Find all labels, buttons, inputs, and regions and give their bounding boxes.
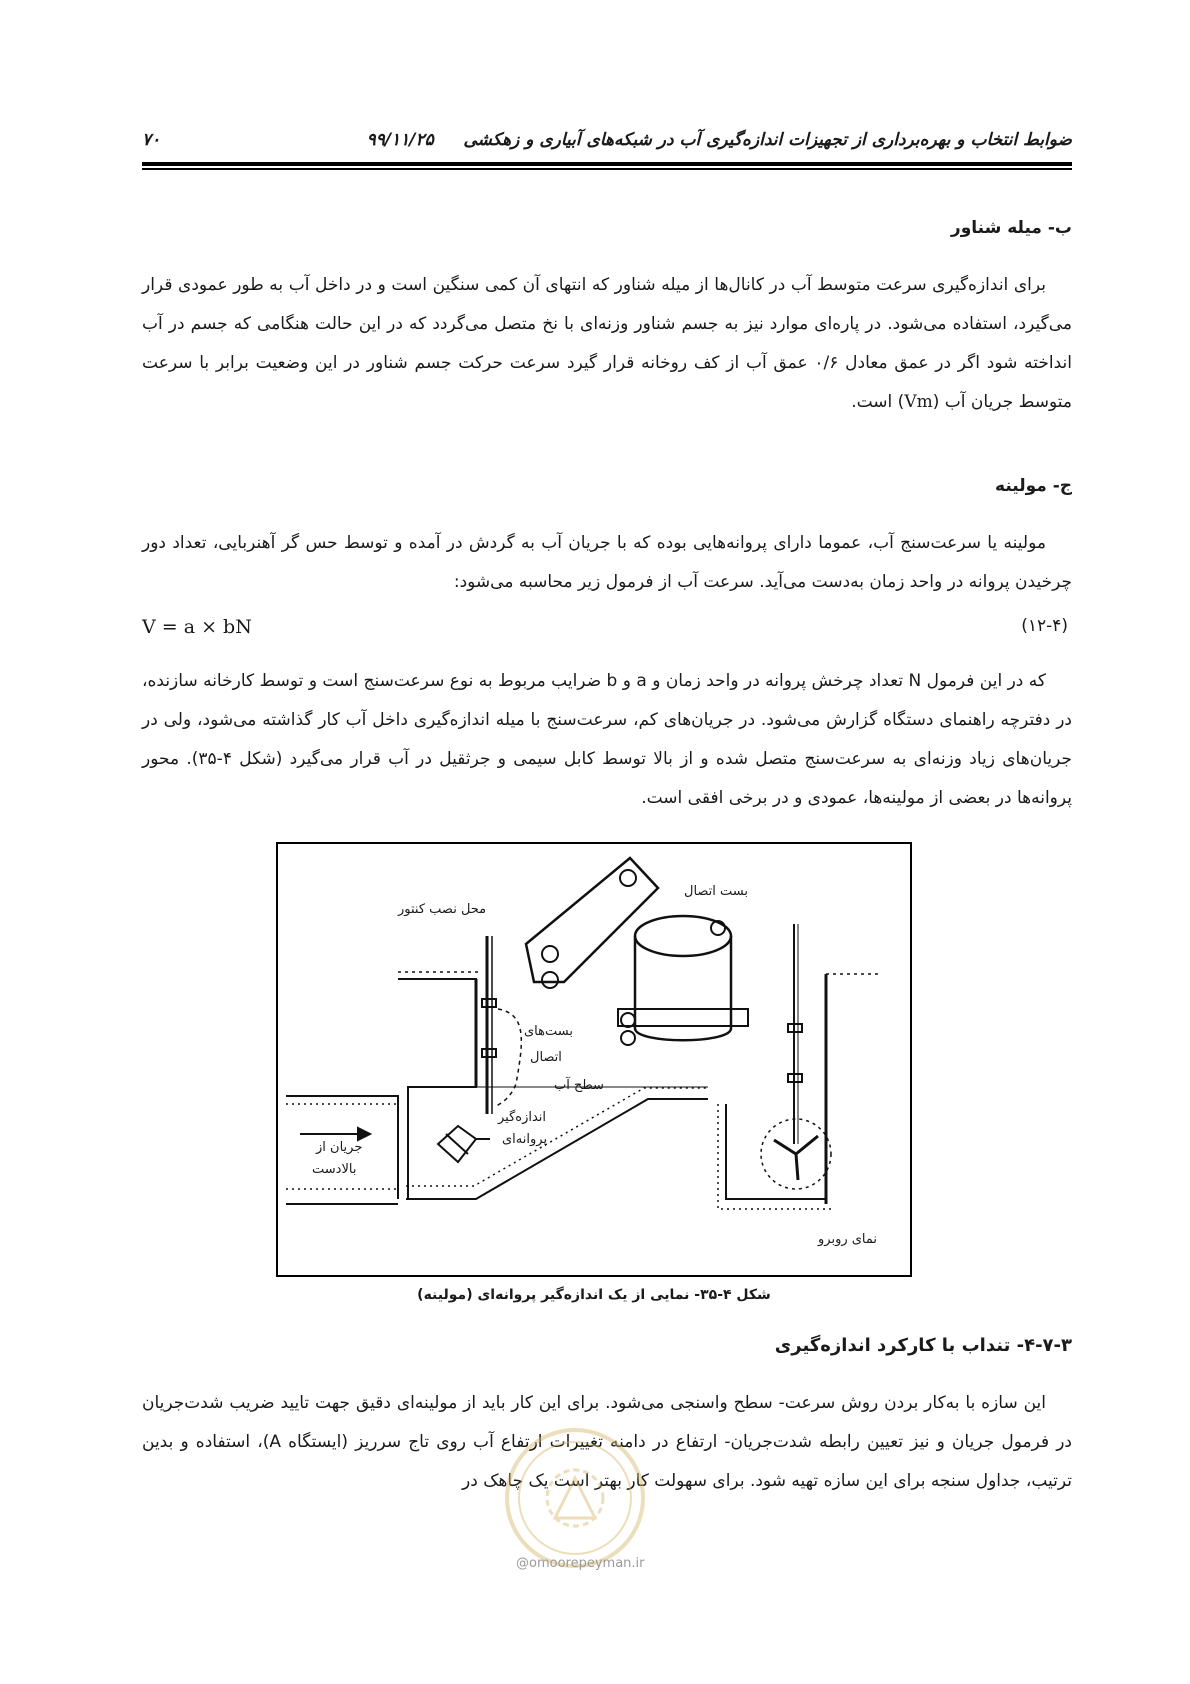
paragraph-float-rod: برای اندازه‌گیری سرعت متوسط آب در کانال‌ها از میله شناور که انتهای آن کمی سنگین است و در داخل آب به طور عمودی قرار می‌گیرد، استفاده می‌شود. در پاره‌ای موارد نیز به جسم شناور وزنه‌ای با نخ متصل می‌گردد که در این حالت هنگامی که جسم در آب انداخته شود اگر در عمق معادل ۰/۶ عمق آب از کف روخانه قرار گیرد سرعت حرکت جسم شناور در این وضعیت برابر با سرعت متوسط جریان آب (Vm) است.	[142, 275, 1072, 412]
heading-chute: ۴-۷-۳- تنداب با کارکرد اندازه‌گیری	[774, 1335, 1072, 1356]
heading-float-rod: ب- میله شناور	[950, 218, 1072, 238]
label-meter-2: پروانه‌ای	[502, 1132, 548, 1147]
label-clamp: بست اتصال	[684, 884, 749, 899]
paragraph-float-rod-end: است.	[851, 392, 893, 412]
header-date: ۹۹/۱۱/۲۵	[366, 130, 434, 150]
label-meter-mount: محل نصب کنتور	[398, 902, 487, 917]
emblem-seal-icon	[503, 1426, 648, 1571]
label-clamps-2: اتصال	[530, 1050, 562, 1065]
label-flow-2: بالادست	[312, 1162, 357, 1177]
figure-caption: شکل ۴-۳۵- نمایی از یک اندازه‌گیر پروانه‌ای (مولینه)	[417, 1287, 771, 1303]
equation-number: (۱۲-۴)	[1021, 616, 1068, 636]
header-rule-thin	[142, 168, 1072, 170]
running-header	[142, 128, 1072, 160]
figure-drawing	[278, 844, 910, 1275]
paragraph-chute: این سازه با به‌کار بردن روش سرعت- سطح واسنجی می‌شود. برای این کار باید از مولینه‌ای دقیق جهت تایید ضریب شدت‌جریان در فرمول جریان و نیز تعیین رابطه شدت‌جریان- ارتفاع در دامنه تغییرات ارتفاع آب روی تاج سرریز (ایستگاه A)، استفاده و بدین ترتیب، جداول سنجه برای این سازه تهیه شود. برای سهولت کار بهتر است یک چاهک در	[142, 1393, 1072, 1491]
header-rule-thick	[142, 162, 1072, 166]
running-title: ضوابط انتخاب و بهره‌برداری از تجهیزات اندازه‌گیری آب در شبکه‌های آبیاری و زهکشی	[463, 130, 1072, 150]
watermark-url: @omoorepeyman.ir	[516, 1556, 645, 1571]
page-number: ۷۰	[142, 130, 161, 150]
heading-current-meter: ج- مولینه	[995, 476, 1072, 496]
figure-current-meter	[276, 842, 912, 1277]
label-flow-1: جریان از	[316, 1140, 363, 1155]
label-meter-1: اندازه‌گیر	[498, 1110, 547, 1125]
label-water-surface: سطح آب	[554, 1078, 604, 1093]
vm-symbol: Vm	[904, 392, 933, 412]
label-front-view: نمای روبرو	[818, 1232, 878, 1247]
running-title-group	[367, 130, 1072, 150]
paragraph-current-meter-1: مولینه یا سرعت‌سنج آب، عموما دارای پروانه‌هایی بوده که با جریان آب به گردش در آمده و توسط حس گر آهنربایی، تعداد دور چرخیدن پروانه در واحد زمان به‌دست می‌آید. سرعت آب از فرمول زیر محاسبه می‌شود:	[142, 533, 1072, 592]
label-clamps-1: بست‌های	[524, 1024, 573, 1039]
equation: V = a × bN	[142, 616, 252, 638]
paragraph-float-rod-text: برای اندازه‌گیری سرعت متوسط آب در کانال‌ها از میله شناور که انتهای آن کمی سنگین است و در داخل آب به طور عمودی قرار می‌گیرد، استفاده می‌شود. در پاره‌ای موارد نیز به جسم شناور وزنه‌ای با نخ متصل می‌گردد که در این حالت هنگامی که جسم در آب انداخته شود اگر در عمق معادل ۰/۶ عمق آب از کف روخانه قرار گیرد سرعت حرکت جسم شناور در این وضعیت برابر با سرعت متوسط جریان آب	[142, 275, 1072, 412]
paragraph-current-meter-2: که در این فرمول N تعداد چرخش پروانه در واحد زمان و a و b ضرایب مربوط به نوع سرعت‌سنج است و توسط کارخانه سازنده، در دفترچه راهنمای دستگاه گزارش می‌شود. در جریان‌های کم، سرعت‌سنج با میله اندازه‌گیری داخل آب کار گذاشته می‌شود، ولی در جریان‌های زیاد وزنه‌ای به سرعت‌سنج متصل شده و از بالا توسط کابل سیمی و جرثقیل در آب قرار می‌گیرد (شکل ۴-۳۵). محور پروانه‌ها در بعضی از مولینه‌ها، عمودی و در برخی افقی است.	[142, 671, 1072, 808]
